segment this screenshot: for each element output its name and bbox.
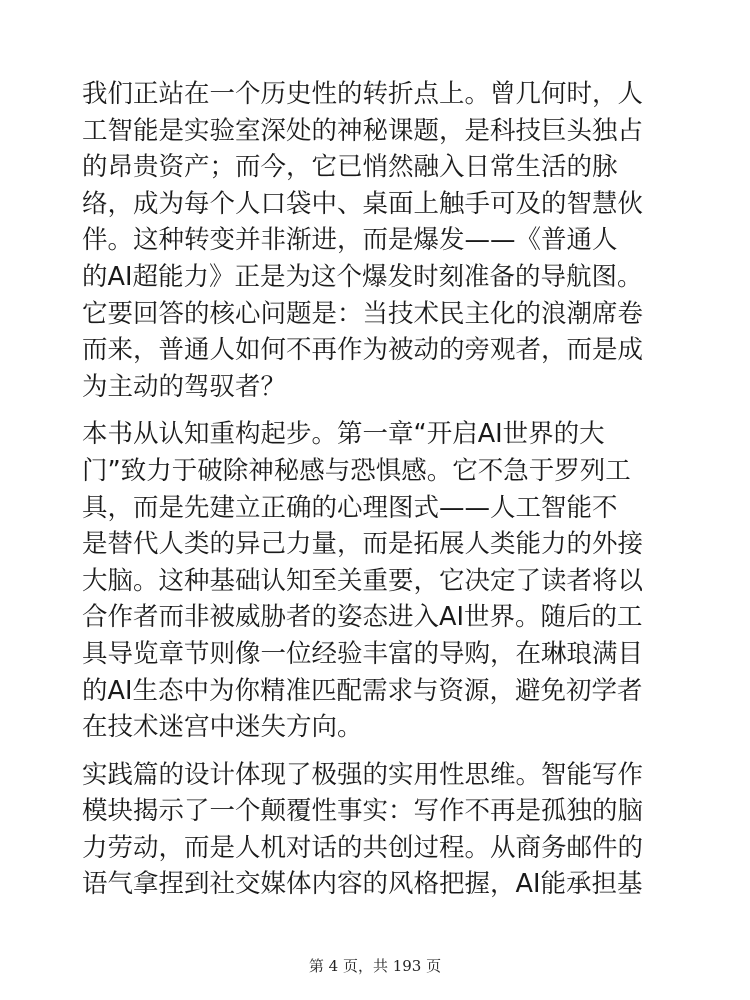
text-line: 为主动的驾驭者？ [82, 371, 287, 402]
paragraph-2 [82, 416, 674, 745]
text-line: 是替代人类的异己力量，而是拓展人类能力的外接 [82, 529, 644, 560]
text-line: 合作者而非被威胁者的姿态进入AI世界。随后的工 [82, 602, 643, 633]
text-line: 语气拿捏到社交媒体内容的风格把握，AI能承担基 [82, 869, 643, 900]
text-line: 的昂贵资产；而今，它已悄然融入日常生活的脉 [82, 152, 618, 183]
text-line: 具，而是先建立正确的心理图式——人工智能不 [82, 492, 618, 523]
text-line: 伴。这种转变并非渐进，而是爆发——《普通人 [82, 225, 618, 256]
text-line: 我们正站在一个历史性的转折点上。曾几何时，人 [82, 79, 644, 109]
paragraph-3 [82, 757, 674, 903]
text-line: 具导览章节则像一位经验丰富的导购，在琳琅满目 [82, 638, 644, 669]
text-line: 的AI超能力》正是为这个爆发时刻准备的导航图。 [82, 261, 643, 292]
text-line: 门”致力于破除神秘感与恐惧感。它不急于罗列工 [82, 455, 631, 486]
text-line: 络，成为每个人口袋中、桌面上触手可及的智慧伙 [82, 188, 644, 219]
text-line: 的AI生态中为你精准匹配需求与资源，避免初学者 [82, 675, 643, 706]
text-line: 实践篇的设计体现了极强的实用性思维。智能写作 [82, 759, 644, 790]
page-number-footer: 第 4 页，共 193 页 [308, 957, 442, 975]
text-line: 力劳动，而是人机对话的共创过程。从商务邮件的 [82, 832, 644, 863]
paragraph-1 [82, 76, 674, 405]
text-line: 它要回答的核心问题是：当技术民主化的浪潮席卷 [82, 298, 644, 329]
text-line: 本书从认知重构起步。第一章“开启AI世界的大 [82, 419, 605, 450]
text-line: 模块揭示了一个颠覆性事实：写作不再是孤独的脑 [82, 796, 644, 827]
text-line: 而来，普通人如何不再作为被动的旁观者，而是成 [82, 335, 644, 366]
text-line: 工智能是实验室深处的神秘课题，是科技巨头独占 [82, 115, 644, 146]
text-line: 在技术迷宫中迷失方向。 [82, 712, 363, 743]
page-content [82, 76, 674, 914]
text-line: 大脑。这种基础认知至关重要，它决定了读者将以 [82, 565, 644, 596]
